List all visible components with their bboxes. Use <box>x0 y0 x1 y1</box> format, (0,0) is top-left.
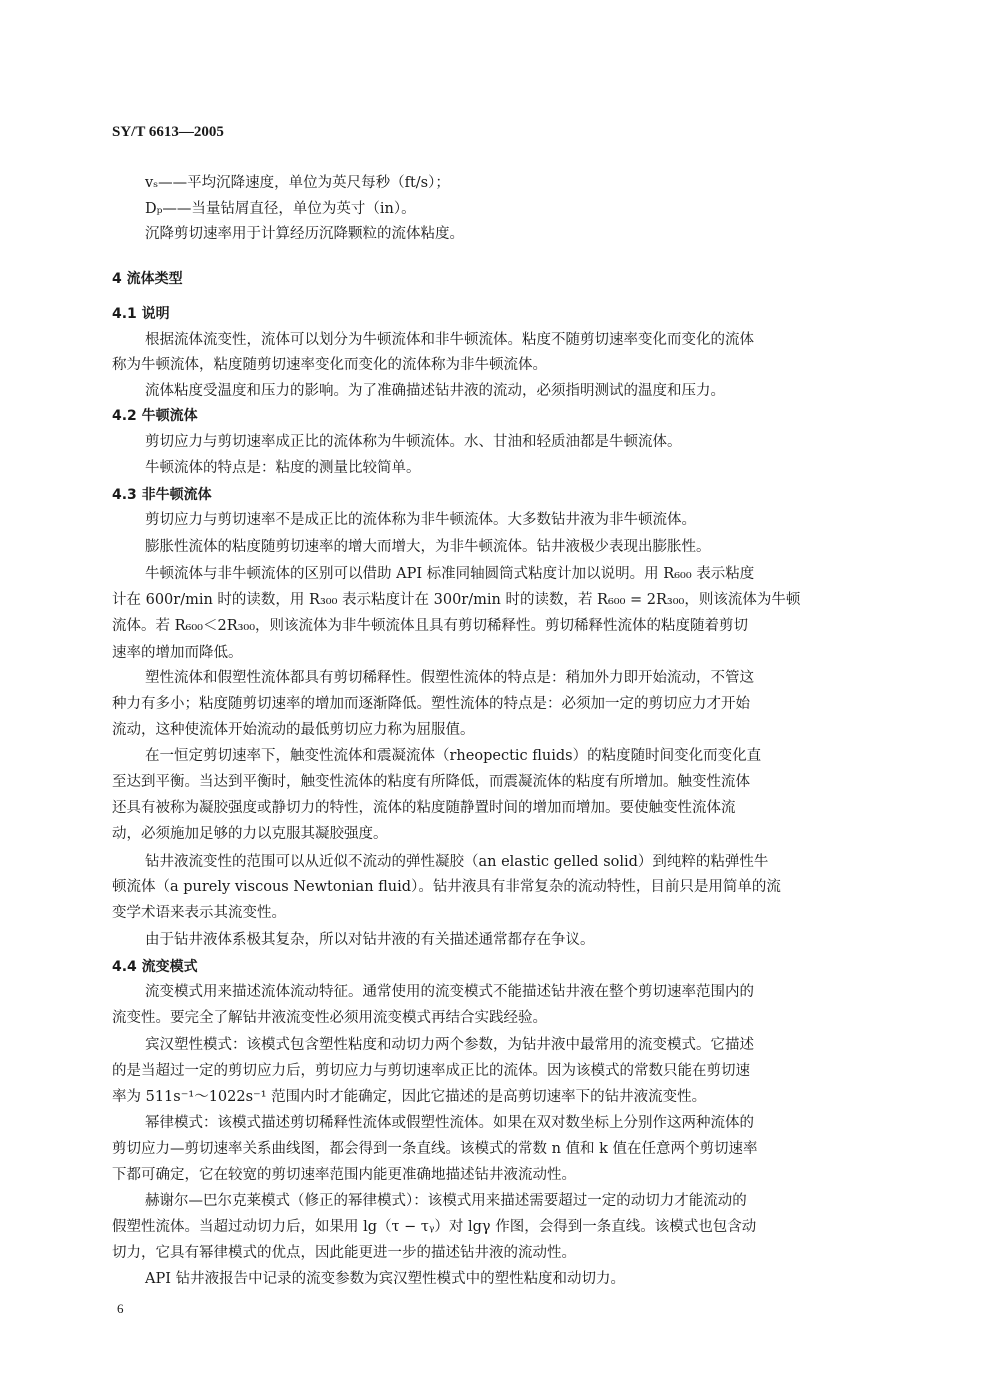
text-line: 还具有被称为凝胶强度或静切力的特性，流体的粘度随静置时间的增加而增加。要使触变性流体流 <box>112 800 736 816</box>
text-line: 流体粘度受温度和压力的影响。为了准确描述钻井液的流动，必须指明测试的温度和压力。 <box>145 383 725 399</box>
text-line: 下都可确定，它在较宽的剪切速率范围内能更准确地描述钻井液流动性。 <box>112 1167 576 1183</box>
text-line: 顿流体（a purely viscous Newtonian fluid）。钻井液具有非常复杂的流动特性，目前只是用简单的流 <box>112 879 781 895</box>
text-line: vₛ——平均沉降速度，单位为英尺每秒（ft/s）； <box>145 175 450 191</box>
document-code: SY/T 6613—2005 <box>112 124 224 140</box>
text-line: 牛顿流体与非牛顿流体的区别可以借助 API 标准同轴圆筒式粘度计加以说明。用 R₆₀₀ 表示粘度 <box>145 566 755 582</box>
text-line: 种力有多小；粘度随剪切速率的增加而逐渐降低。塑性流体的特点是：必须加一定的剪切应力才开始 <box>112 696 750 712</box>
text-line: 速率的增加而降低。 <box>112 645 243 661</box>
text-line: 流变性。要完全了解钻井液流变性必须用流变模式再结合实践经验。 <box>112 1010 547 1026</box>
text-line: 假塑性流体。当超过动切力后，如果用 lg（τ − τᵧ）对 lgγ 作图，会得到一条直线。该模式也包含动 <box>112 1219 757 1235</box>
section-heading: 4.2 牛顿流体 <box>112 408 198 424</box>
page-number: 6 <box>117 1301 124 1316</box>
text-line: 膨胀性流体的粘度随剪切速率的增大而增大，为非牛顿流体。钻井液极少表现出膨胀性。 <box>145 539 711 555</box>
text-line: 流变模式用来描述流体流动特征。通常使用的流变模式不能描述钻井液在整个剪切速率范围内的 <box>145 984 754 1000</box>
text-line: 剪切应力与剪切速率不是成正比的流体称为非牛顿流体。大多数钻井液为非牛顿流体。 <box>145 512 696 528</box>
text-line: 由于钻井液体系极其复杂，所以对钻井液的有关描述通常都存在争议。 <box>145 932 595 948</box>
section-heading: 4.4 流变模式 <box>112 959 198 975</box>
section-heading: 4.1 说明 <box>112 306 170 322</box>
text-line: 在一恒定剪切速率下，触变性流体和震凝流体（rheopectic fluids）的粘度随时间变化而变化直 <box>145 748 762 764</box>
text-line: 赫谢尔—巴尔克莱模式（修正的幂律模式）：该模式用来描述需要超过一定的动切力才能流动的 <box>145 1193 747 1209</box>
text-line: 根据流体流变性，流体可以划分为牛顿流体和非牛顿流体。粘度不随剪切速率变化而变化的流体 <box>145 332 754 348</box>
text-line: 宾汉塑性模式：该模式包含塑性粘度和动切力两个参数，为钻井液中最常用的流变模式。它描述 <box>145 1037 754 1053</box>
text-line: 至达到平衡。当达到平衡时，触变性流体的粘度有所降低，而震凝流体的粘度有所增加。触变性流体 <box>112 774 750 790</box>
text-line: 的是当超过一定的剪切应力后，剪切应力与剪切速率成正比的流体。因为该模式的常数只能在剪切速 <box>112 1063 750 1079</box>
text-line: 钻井液流变性的范围可以从近似不流动的弹性凝胶（an elastic gelled solid）到纯粹的粘弹性牛 <box>145 854 769 870</box>
text-line: 沉降剪切速率用于计算经历沉降颗粒的流体粘度。 <box>145 226 464 242</box>
text-line: 变学术语来表示其流变性。 <box>112 905 286 921</box>
text-line: Dₚ——当量钻屑直径，单位为英寸（in）。 <box>145 201 416 217</box>
text-line: 塑性流体和假塑性流体都具有剪切稀释性。假塑性流体的特点是：稍加外力即开始流动，不管这 <box>145 670 754 686</box>
text-line: 幂律模式：该模式描述剪切稀释性流体或假塑性流体。如果在双对数坐标上分别作这两种流体的 <box>145 1115 754 1131</box>
section-heading: 4 流体类型 <box>112 271 183 287</box>
text-line: 率为 511s⁻¹～1022s⁻¹ 范围内时才能确定，因此它描述的是高剪切速率下的钻井液流变性。 <box>112 1089 707 1105</box>
text-line: 牛顿流体的特点是：粘度的测量比较简单。 <box>145 460 421 476</box>
text-line: API 钻井液报告中记录的流变参数为宾汉塑性模式中的塑性粘度和动切力。 <box>145 1271 626 1287</box>
section-heading: 4.3 非牛顿流体 <box>112 487 212 503</box>
text-line: 剪切应力—剪切速率关系曲线图，都会得到一条直线。该模式的常数 n 值和 k 值在任意两个剪切速率 <box>112 1141 758 1157</box>
text-line: 称为牛顿流体，粘度随剪切速率变化而变化的流体称为非牛顿流体。 <box>112 357 547 373</box>
text-line: 流体。若 R₆₀₀＜2R₃₀₀，则该流体为非牛顿流体且具有剪切稀释性。剪切稀释性流体的粘度随着剪切 <box>112 618 749 634</box>
text-line: 剪切应力与剪切速率成正比的流体称为牛顿流体。水、甘油和轻质油都是牛顿流体。 <box>145 434 682 450</box>
text-line: 动，必须施加足够的力以克服其凝胶强度。 <box>112 826 388 842</box>
text-line: 流动，这种使流体开始流动的最低剪切应力称为屈服值。 <box>112 722 475 738</box>
text-line: 计在 600r/min 时的读数，用 R₃₀₀ 表示粘度计在 300r/min 时的读数，若 R₆₀₀ = 2R₃₀₀，则该流体为牛顿 <box>112 592 801 608</box>
text-line: 切力，它具有幂律模式的优点，因此能更进一步的描述钻井液的流动性。 <box>112 1245 576 1261</box>
